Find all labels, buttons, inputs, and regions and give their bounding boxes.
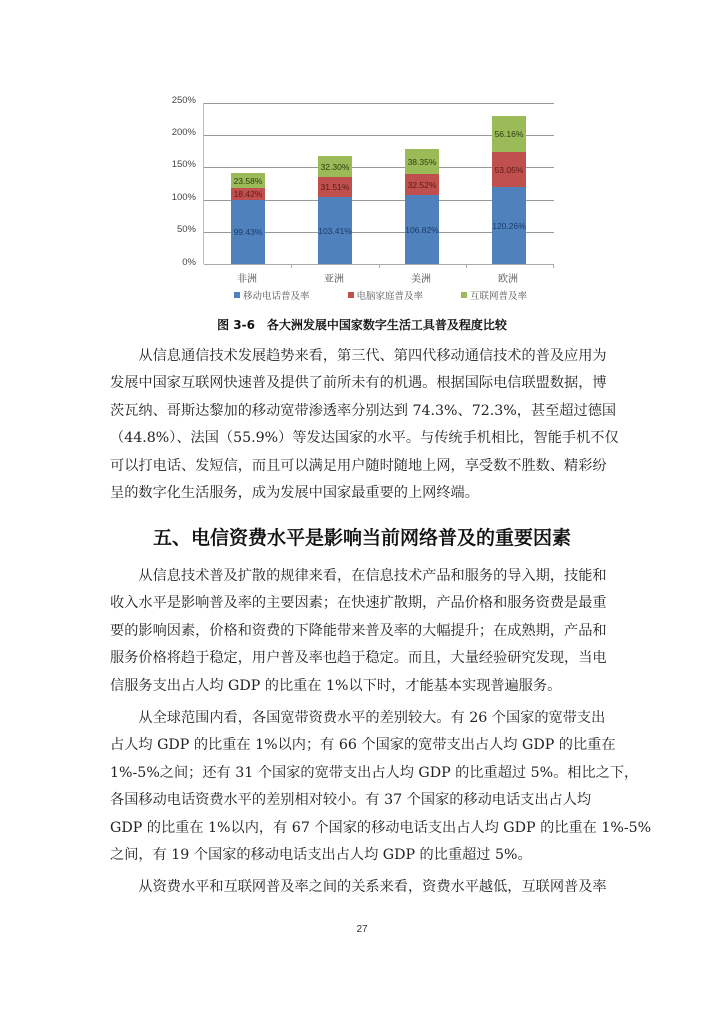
text-line: 1%-5%之间；还有 31 个国家的宽带支出占人均 GDP 的比重超过 5%。相比之下，	[110, 764, 639, 781]
x-label-africa: 非洲	[237, 274, 257, 285]
plot-area	[203, 103, 554, 264]
x-tick-mark	[379, 264, 380, 268]
legend-item-pc	[348, 288, 424, 302]
segment-pc: 32.52%	[405, 174, 439, 195]
legend-label: 互联网普及率	[470, 291, 528, 302]
text-line: 从信息通信技术发展趋势来看，第三代、第四代移动通信技术的普及应用为	[110, 348, 607, 364]
y-tick-150: 150%	[171, 159, 196, 170]
text-line: GDP 的比重在 1%以内，有 67 个国家的移动电话支出占人均 GDP 的比重在 1%-5%	[110, 819, 652, 836]
y-tick-200: 200%	[171, 127, 196, 138]
x-tick-mark	[553, 264, 554, 268]
segment-internet: 38.35%	[405, 149, 439, 174]
text-line: 各国移动电话资费水平的差别相对较小。有 37 个国家的移动电话支出占人均	[110, 792, 592, 809]
text-line: 之间，有 19 个国家的移动电话支出占人均 GDP 的比重超过 5%。	[110, 847, 532, 864]
figure-caption: 图 3-6 各大洲发展中国家数字生活工具普及程度比较	[217, 318, 507, 332]
text-line: 发展中国家互联网快速普及提供了前所未有的机遇。根据国际电信联盟数据，博	[110, 375, 607, 392]
legend-item-mobile	[234, 288, 310, 302]
legend-label: 电脑家庭普及率	[356, 291, 424, 302]
text-line: 服务价格将趋于稳定，用户普及率也趋于稳定。而且，大量经验研究发现，当电	[110, 650, 607, 667]
legend-swatch	[348, 292, 354, 298]
x-label-asia: 亚洲	[324, 274, 344, 285]
x-label-americas: 美洲	[411, 274, 431, 285]
legend-item-internet	[461, 288, 527, 302]
bar-asia	[318, 103, 352, 264]
legend-label: 移动电话普及率	[243, 291, 310, 302]
x-tick-mark	[466, 264, 467, 268]
bar-africa	[231, 103, 265, 264]
legend-swatch	[234, 292, 240, 298]
page-number: 27	[356, 924, 368, 935]
bar-americas	[405, 103, 439, 264]
text-line: 要的影响因素，价格和资费的下降能带来普及率的大幅提升；在成熟期，产品和	[110, 622, 607, 639]
segment-mobile: 106.82%	[405, 195, 439, 264]
y-tick-250: 250%	[171, 95, 196, 106]
segment-internet: 23.58%	[231, 173, 265, 188]
segment-internet: 32.30%	[318, 156, 352, 177]
paragraph-diffusion	[110, 563, 628, 700]
text-line: 茨瓦纳、哥斯达黎加的移动宽带渗透率分别达到 74.3%、72.3%，甚至超过德国	[110, 402, 617, 419]
stacked-bar-chart	[160, 92, 570, 307]
segment-mobile: 120.26%	[492, 187, 526, 264]
segment-pc: 18.42%	[231, 188, 265, 200]
y-tick-50: 50%	[176, 224, 196, 235]
segment-pc: 31.51%	[318, 177, 352, 197]
text-line: 呈的数字化生活服务，成为发展中国家最重要的上网终端。	[110, 485, 479, 502]
text-line: 从资费水平和互联网普及率之间的关系来看，资费水平越低，互联网普及率	[110, 879, 607, 895]
bar-europe	[492, 103, 526, 264]
text-line: 占人均 GDP 的比重在 1%以内；有 66 个国家的宽带支出占人均 GDP 的比重在	[110, 737, 616, 754]
paragraph-global-tariffs	[110, 705, 652, 869]
text-line: 信服务支出占人均 GDP 的比重在 1%以下时，才能基本实现普遍服务。	[110, 677, 562, 694]
text-line: 从全球范围内看，各国宽带资费水平的差别较大。有 26 个国家的宽带支出	[110, 710, 606, 726]
section-heading: 五、电信资费水平是影响当前网络普及的重要因素	[152, 527, 571, 549]
x-label-europe: 欧洲	[498, 274, 518, 285]
text-line: 从信息技术普及扩散的规律来看，在信息技术产品和服务的导入期，技能和	[110, 568, 607, 584]
paragraph-ict-trends	[110, 343, 628, 507]
text-line: 可以打电话、发短信，而且可以满足用户随时随地上网，享受数不胜数、精彩纷	[110, 457, 607, 474]
legend-swatch	[461, 292, 467, 298]
y-tick-0: 0%	[182, 257, 196, 268]
segment-internet: 56.16%	[492, 116, 526, 152]
paragraph-tariff-relationship	[110, 874, 628, 901]
text-line: 收入水平是影响普及率的主要因素；在快速扩散期，产品价格和服务资费是最重	[110, 595, 607, 612]
y-tick-100: 100%	[171, 192, 196, 203]
x-tick-mark	[291, 264, 292, 268]
segment-mobile: 103.41%	[318, 197, 352, 264]
chart-legend	[234, 288, 565, 302]
text-line: （44.8%）、法国（55.9%）等发达国家的水平。与传统手机相比，智能手机不仅	[110, 430, 619, 447]
segment-pc: 53.05%	[492, 152, 526, 187]
segment-mobile: 99.43%	[231, 200, 265, 264]
